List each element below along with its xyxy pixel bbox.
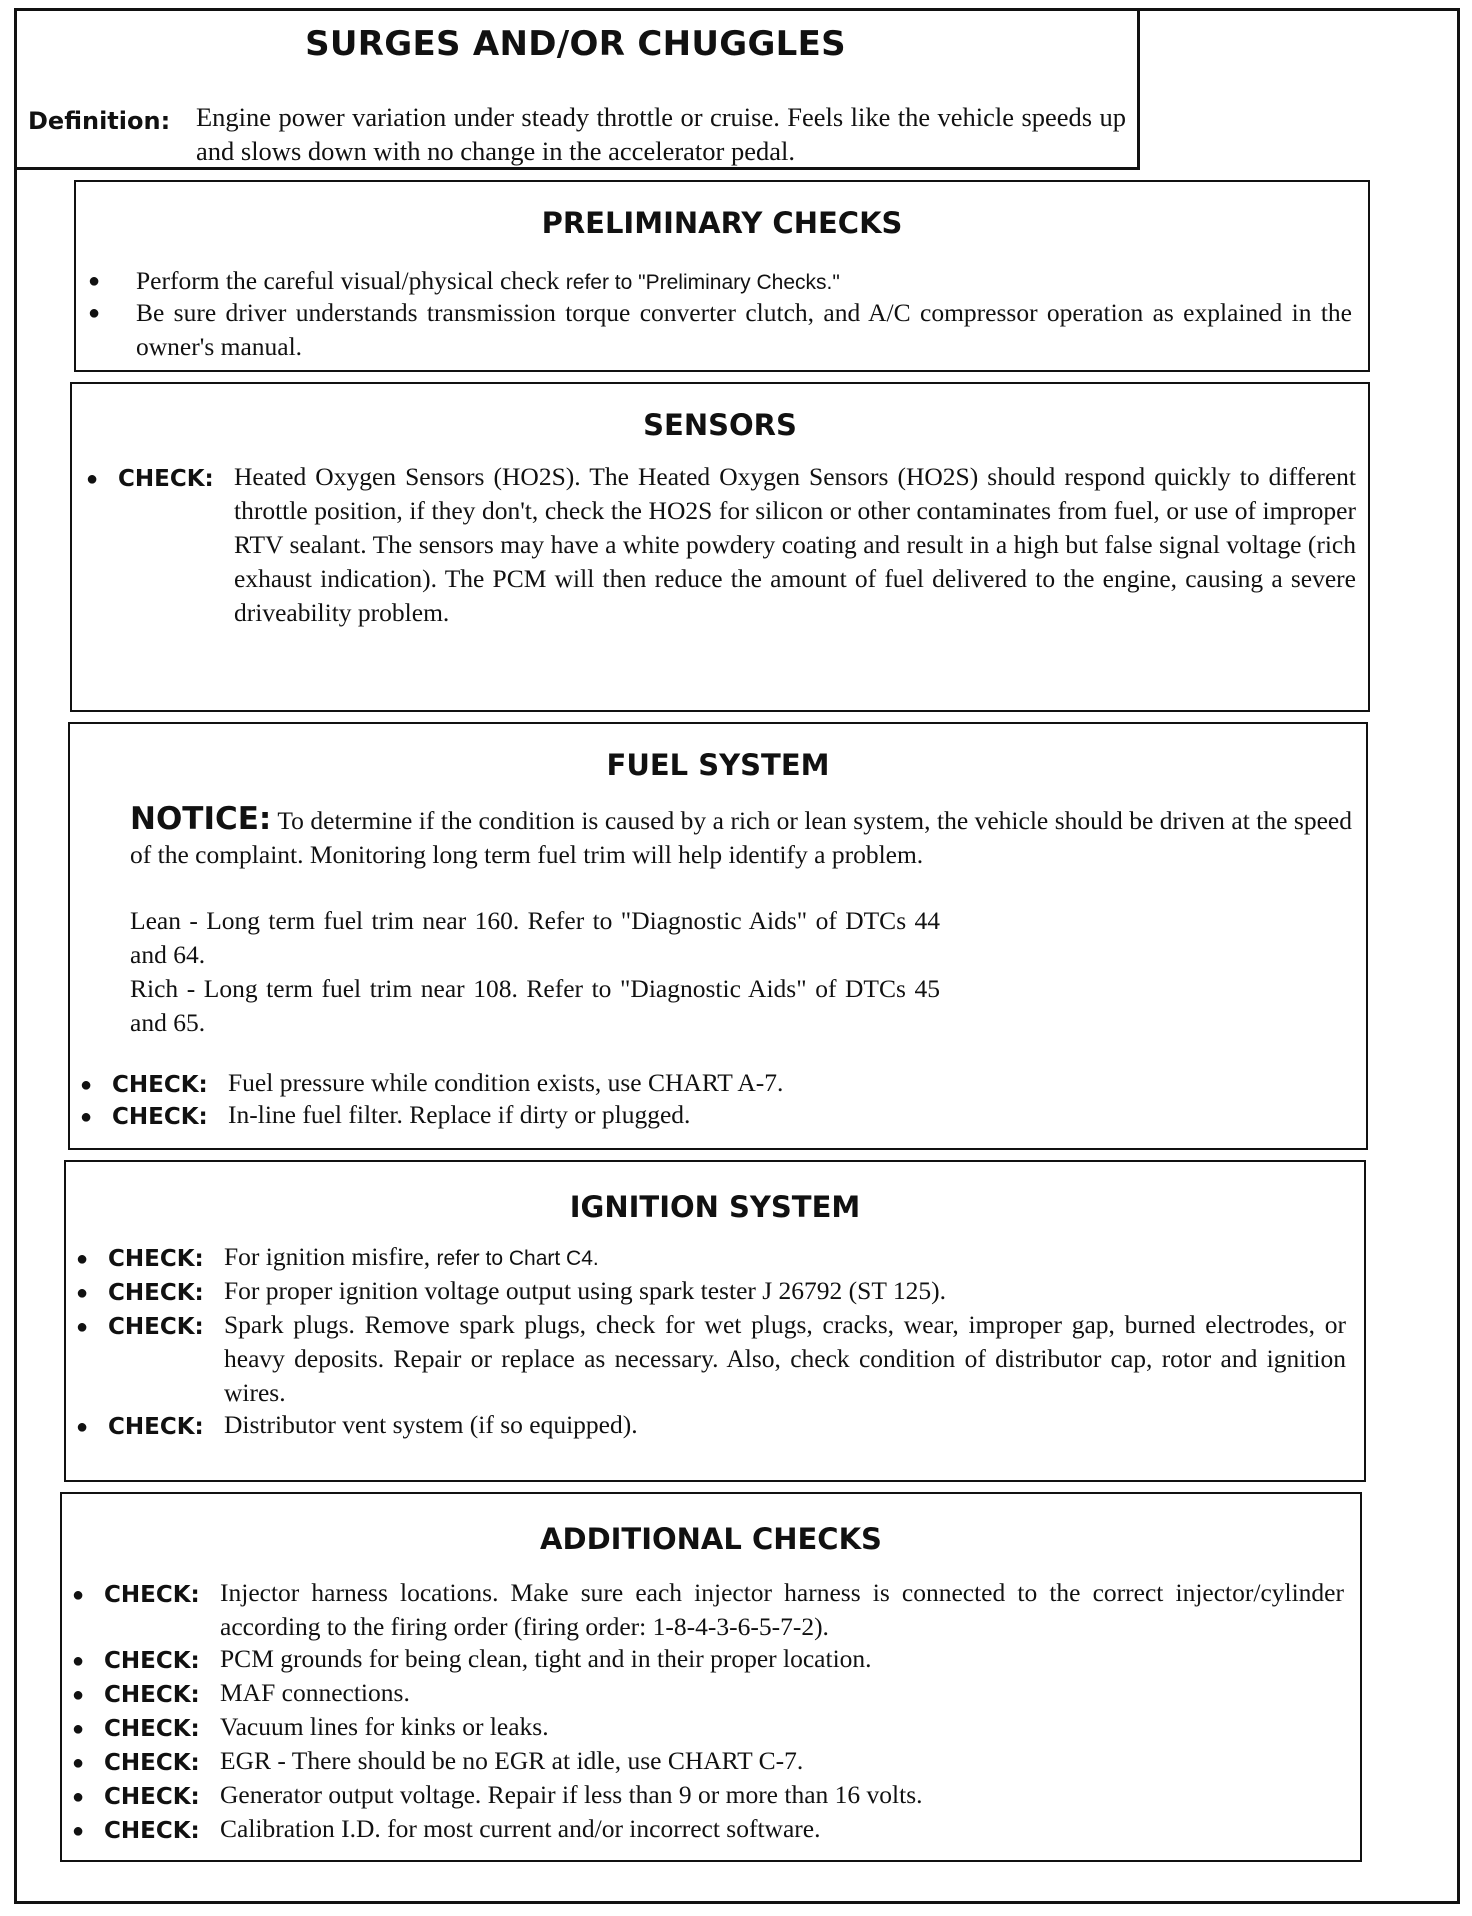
check-label: CHECK: (118, 466, 214, 492)
check-label: CHECK: (108, 1280, 204, 1306)
bullet-icon: ● (76, 1416, 89, 1438)
definition-label: Definition: (28, 107, 171, 135)
bullet-icon: ● (86, 468, 99, 490)
check-text: Spark plugs. Remove spark plugs, check for wet plugs, cracks, wear, improper gap, burned electrodes, or heavy deposits. Repair or replace as necessary. Also, check condition of distributor cap, rotor and ignition wires. (224, 1310, 1346, 1407)
check-label: CHECK: (108, 1246, 204, 1272)
bullet-icon: ● (76, 1282, 89, 1304)
check-label: CHECK: (104, 1682, 200, 1708)
item-reference: refer to "Preliminary Checks." (565, 271, 840, 294)
page-title: SURGES AND/OR CHUGGLES (305, 24, 846, 64)
check-text: Heated Oxygen Sensors (HO2S). The Heated Oxygen Sensors (HO2S) should respond quickly to different throttle position, if they don't, check the HO2S for silicon or other contaminates from fuel, or use of improper RTV sealant. The sensors may have a white powdery coating and result in a high but false signal voltage (rich exhaust indication). The PCM will then reduce the amount of fuel delivered to the engine, causing a severe driveability problem. (234, 462, 1356, 627)
bullet-icon: ● (72, 1786, 85, 1808)
check-label: CHECK: (104, 1716, 200, 1742)
section-heading: SENSORS (643, 408, 797, 442)
section-heading: IGNITION SYSTEM (569, 1190, 861, 1224)
sensors-section (70, 382, 1370, 712)
fuel-system-section (68, 722, 1368, 1150)
bullet-icon: ● (88, 270, 101, 292)
bullet-icon: ● (72, 1820, 85, 1842)
check-text: EGR - There should be no EGR at idle, use CHART C-7. (220, 1746, 804, 1775)
check-label: CHECK: (104, 1648, 200, 1674)
bullet-icon: ● (80, 1106, 93, 1128)
check-text: Fuel pressure while condition exists, use CHART A-7. (228, 1068, 784, 1097)
bullet-icon: ● (72, 1684, 85, 1706)
bullet-icon: ● (80, 1074, 93, 1096)
check-text: MAF connections. (220, 1678, 410, 1707)
lean-note: Lean - Long term fuel trim near 160. Refer to "Diagnostic Aids" of DTCs 44 and 64. (130, 906, 940, 969)
item-text: Perform the careful visual/physical check (136, 266, 560, 295)
check-text: For proper ignition voltage output using spark tester J 26792 (ST 125). (224, 1276, 946, 1305)
check-text: Distributor vent system (if so equipped). (224, 1410, 638, 1439)
bullet-icon: ● (76, 1316, 89, 1338)
ignition-system-section (64, 1160, 1366, 1482)
check-text: Generator output voltage. Repair if less than 9 or more than 16 volts. (220, 1780, 923, 1809)
check-label: CHECK: (112, 1104, 208, 1130)
check-label: CHECK: (112, 1072, 208, 1098)
rich-note: Rich - Long term fuel trim near 108. Refer to "Diagnostic Aids" of DTCs 45 and 65. (130, 974, 940, 1037)
bullet-icon: ● (76, 1248, 89, 1270)
check-text: Injector harness locations. Make sure each injector harness is connected to the correct injector/cylinder according to the firing order (firing order: 1-8-4-3-6-5-7-2). (220, 1578, 1344, 1641)
additional-checks-section (60, 1492, 1362, 1862)
check-label: CHECK: (104, 1784, 200, 1810)
check-label: CHECK: (108, 1414, 204, 1440)
section-heading: FUEL SYSTEM (606, 748, 830, 782)
bullet-icon: ● (72, 1584, 85, 1606)
check-text: Vacuum lines for kinks or leaks. (220, 1712, 549, 1741)
section-heading: ADDITIONAL CHECKS (540, 1522, 882, 1556)
bullet-icon: ● (72, 1752, 85, 1774)
check-text-main: For ignition misfire, (224, 1242, 431, 1271)
list-item: Be sure driver understands transmission torque converter clutch, and A/C compressor operation as explained in the owner's manual. (136, 298, 1352, 361)
check-text: PCM grounds for being clean, tight and in their proper location. (220, 1644, 872, 1673)
section-heading: PRELIMINARY CHECKS (541, 206, 903, 240)
notice-text: To determine if the condition is caused by a rich or lean system, the vehicle should be driven at the speed of the complaint. Monitoring long term fuel trim will help identify a problem. (130, 806, 1352, 869)
bullet-icon: ● (72, 1718, 85, 1740)
bullet-icon: ● (88, 302, 101, 324)
check-text: Calibration I.D. for most current and/or incorrect software. (220, 1814, 821, 1843)
preliminary-checks-section (74, 180, 1370, 372)
check-text: In-line fuel filter. Replace if dirty or plugged. (228, 1100, 691, 1129)
check-label: CHECK: (104, 1818, 200, 1844)
check-text (224, 1240, 1346, 1276)
check-label: CHECK: (104, 1750, 200, 1776)
check-reference: refer to Chart C4. (436, 1247, 599, 1270)
notice-label: NOTICE: (130, 801, 272, 837)
check-label: CHECK: (104, 1582, 200, 1608)
list-item (136, 264, 1352, 300)
notice-paragraph (130, 802, 1352, 872)
title-box (14, 8, 1140, 170)
check-label: CHECK: (108, 1314, 204, 1340)
definition-text: Engine power variation under steady throttle or cruise. Feels like the vehicle speeds up and slows down with no change in the accelerator pedal. (196, 102, 1126, 166)
bullet-icon: ● (72, 1650, 85, 1672)
